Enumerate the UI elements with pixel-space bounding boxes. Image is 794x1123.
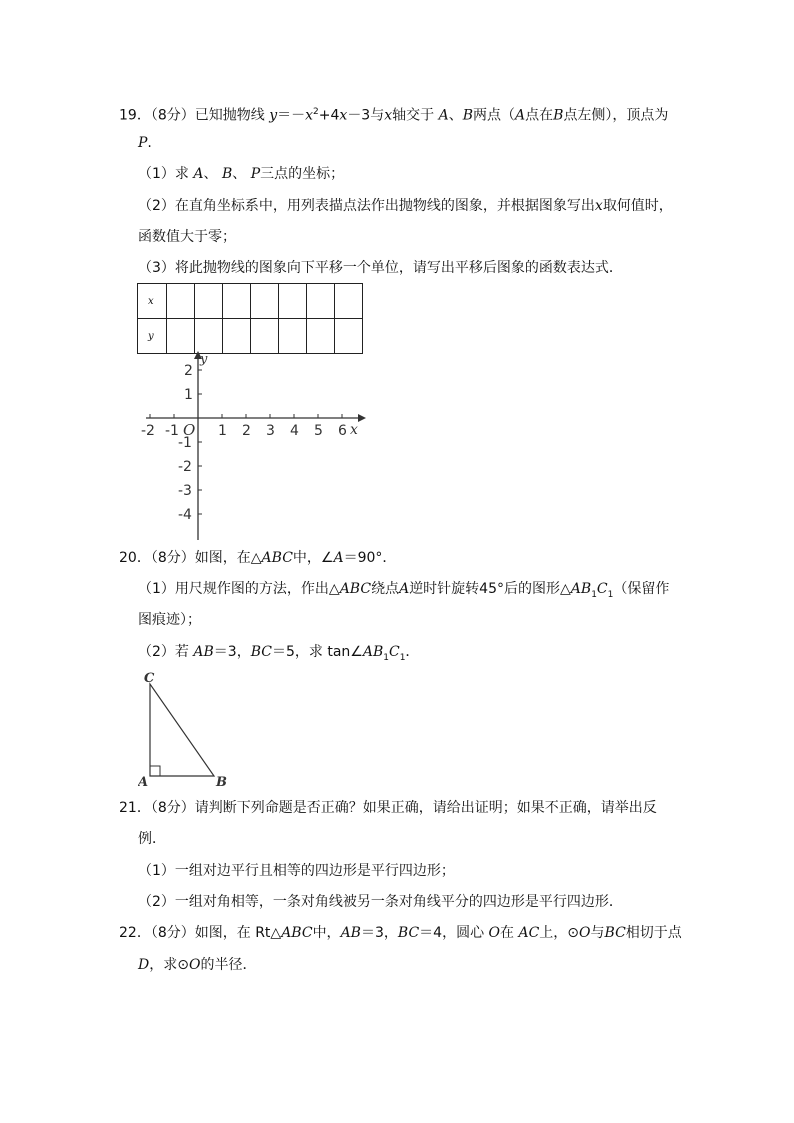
q19-number: 19． — [119, 107, 151, 124]
q19-text: 已知抛物线 — [194, 107, 265, 124]
q21-line2: 例． — [138, 831, 166, 847]
y-tick-label: 1 — [184, 387, 193, 403]
table-cell[interactable] — [279, 319, 307, 354]
q20-sub1-line1 — [138, 579, 669, 605]
q22-line2 — [138, 955, 256, 975]
q20-point-a: A — [399, 581, 410, 597]
q19-sep: 、 — [232, 166, 247, 182]
q21-line1 — [119, 798, 657, 818]
q20-score: （8分） — [150, 550, 195, 566]
table-cell[interactable] — [335, 284, 363, 319]
q20-sub1-text: 绕点 — [371, 581, 400, 597]
q19-exp: 2 — [313, 107, 319, 117]
table-cell[interactable] — [335, 319, 363, 354]
q19-y-var: y — [269, 107, 278, 124]
q22-text: 中， — [312, 925, 341, 941]
q20-subscript: 1 — [383, 652, 389, 663]
q22-bc: BC — [397, 925, 420, 941]
q20-text: 如图，在△ — [194, 550, 262, 566]
q19-x-var: x — [384, 107, 393, 124]
q22-text: ＝3， — [360, 925, 398, 941]
q20-sub2-text: ． — [405, 644, 420, 660]
q20-sub1-text: （保留作 — [613, 581, 670, 597]
q22-bc: BC — [604, 925, 626, 941]
q20-ab: AB — [193, 644, 214, 660]
right-angle-mark — [150, 766, 160, 776]
y-tick-label: -1 — [178, 435, 192, 451]
x-tick-label: -1 — [165, 423, 179, 439]
triangle-figure — [138, 670, 238, 790]
q22-text: ＝4，圆心 — [419, 925, 485, 941]
q22-ac: AC — [518, 925, 540, 941]
q19-sub1-end: 三点的坐标； — [260, 166, 345, 182]
q19-text: 点左侧），顶点为 — [563, 107, 669, 124]
q20-abc: ABC — [339, 581, 372, 597]
q20-sub1-text: （1）用尺规作图的方法，作出△ — [138, 581, 340, 597]
value-table — [137, 283, 363, 354]
q19-sub2-line1 — [138, 196, 673, 216]
q19-x-var: x — [594, 198, 603, 214]
table-cell[interactable] — [251, 319, 279, 354]
q20-bc: BC — [250, 644, 272, 660]
q19-point-b: B — [462, 107, 474, 124]
x-tick-label: 3 — [266, 423, 275, 439]
coordinate-grid — [138, 350, 378, 550]
q20-text: 中，∠ — [292, 550, 334, 566]
q22-text: 相切于点 — [625, 925, 682, 941]
q21-sub2: （2）一组对角相等，一条对角线被另一条对角线平分的四边形是平行四边形． — [138, 894, 623, 910]
y-tick-label: -2 — [178, 459, 192, 475]
q20-sub1-text: 逆时针旋转45°后的图形△ — [409, 581, 571, 597]
q22-line1 — [119, 923, 682, 943]
q20-subscript: 1 — [399, 652, 406, 663]
q20-sub2 — [138, 642, 419, 668]
q22-d: D — [138, 957, 150, 973]
q22-text: 如图，在 Rt△ — [194, 925, 282, 941]
table-cell[interactable] — [195, 319, 223, 354]
q19-point-a: A — [515, 107, 526, 124]
table-row — [138, 284, 363, 319]
q19-point-p: P — [250, 166, 261, 182]
q20-abc: ABC — [261, 550, 293, 566]
q22-abc: ABC — [281, 925, 313, 941]
table-cell[interactable] — [307, 284, 335, 319]
origin-label: O — [183, 421, 196, 439]
q19-sep: 、 — [203, 166, 218, 182]
q20-ab1c1: AB — [362, 644, 384, 660]
vertex-c-label: C — [144, 671, 155, 686]
q19-point-b: B — [553, 107, 564, 124]
q22-ab: AB — [340, 925, 361, 941]
q19-point-b: B — [221, 166, 233, 182]
q19-text: 轴交于 — [392, 107, 435, 124]
table-header-y: y — [138, 319, 167, 354]
table-cell[interactable] — [279, 284, 307, 319]
table-cell[interactable] — [223, 319, 251, 354]
table-cell[interactable] — [167, 284, 195, 319]
q19-sub2-line2: 函数值大于零； — [138, 229, 236, 245]
table-cell[interactable] — [307, 319, 335, 354]
q19-eq: ＝－ — [277, 107, 306, 124]
q22-text: 上，⊙ — [539, 925, 580, 941]
table-cell[interactable] — [167, 319, 195, 354]
table-cell[interactable] — [251, 284, 279, 319]
q19-line1 — [119, 102, 668, 126]
q20-sub1-line2: 图痕迹）； — [138, 612, 201, 628]
q22-o: O — [488, 925, 501, 941]
q19-sep: 、 — [448, 107, 463, 124]
q22-o: O — [188, 957, 201, 973]
q19-x-var: x — [339, 107, 348, 124]
q19-point-a: A — [438, 107, 449, 124]
q19-point-a: A — [193, 166, 204, 182]
q19-score: （8分） — [150, 107, 195, 124]
q19-sub3: （3）将此抛物线的图象向下平移一个单位，请写出平移后图象的函数表达式． — [138, 260, 623, 276]
q20-ab1c1: C — [596, 581, 608, 597]
q22-text: ，求⊙ — [149, 957, 189, 973]
vertex-b-label: B — [216, 775, 227, 790]
table-row — [138, 319, 363, 354]
triangle-abc — [150, 684, 214, 776]
x-tick-label: -2 — [141, 423, 155, 439]
q19-sub2-text: 取何值时， — [602, 198, 673, 214]
q21-number: 21． — [119, 800, 151, 816]
q20-subscript: 1 — [591, 589, 597, 600]
q20-number: 20． — [119, 550, 151, 566]
y-tick-label: -3 — [178, 483, 192, 499]
q20-sub2-text: ＝5，求 tan∠ — [271, 644, 363, 660]
q19-text: 两点（ — [473, 107, 516, 124]
y-tick-label: 2 — [184, 363, 193, 379]
q19-period: . — [147, 135, 152, 151]
x-tick-label: 4 — [290, 423, 299, 439]
q22-number: 22． — [119, 925, 151, 941]
q20-sub2-text: （2）若 — [138, 644, 189, 660]
q20-sub2-text: ＝3， — [213, 644, 251, 660]
q20-ab1c1: AB — [570, 581, 592, 597]
q20-line1 — [119, 548, 396, 568]
table-cell[interactable] — [223, 284, 251, 319]
table-header-x: x — [138, 284, 167, 319]
q19-point-p: P — [138, 135, 148, 151]
q22-score: （8分） — [150, 925, 195, 941]
vertex-a-label: A — [138, 775, 149, 790]
table-cell[interactable] — [195, 284, 223, 319]
q20-text: ＝90°． — [343, 550, 397, 566]
q19-sub2-text: （2）在直角坐标系中，用列表描点法作出抛物线的图象，并根据图象写出 — [138, 198, 595, 214]
x-axis-label: x — [350, 422, 358, 438]
q19-eq: －3与 — [347, 107, 385, 124]
y-tick-label: -4 — [178, 507, 192, 523]
q21-score: （8分） — [150, 800, 195, 816]
q22-text: 在 — [500, 925, 515, 941]
q21-sub1: （1）一组对边平行且相等的四边形是平行四边形； — [138, 863, 455, 879]
q22-text: 的半径． — [200, 957, 257, 973]
q20-ab1c1: C — [388, 644, 400, 660]
x-axis-arrow — [358, 414, 366, 422]
q19-line2 — [138, 133, 152, 153]
q19-text: 点在 — [525, 107, 554, 124]
q20-subscript: 1 — [607, 589, 614, 600]
q19-sub1 — [138, 164, 344, 184]
q22-o: O — [579, 925, 591, 941]
x-tick-label: 6 — [338, 423, 347, 439]
q19-sub1-text: （1）求 — [138, 166, 189, 182]
x-tick-label: 2 — [242, 423, 251, 439]
q21-text: 请判断下列命题是否正确？如果正确，请给出证明；如果不正确，请举出反 — [194, 800, 657, 816]
q20-point-a: A — [333, 550, 344, 566]
q19-eq: +4 — [318, 107, 340, 124]
x-tick-label: 1 — [218, 423, 227, 439]
x-tick-label: 5 — [314, 423, 323, 439]
q19-x-var: x — [305, 107, 314, 124]
y-axis-label: y — [200, 352, 208, 367]
q22-text: 与 — [590, 925, 605, 941]
